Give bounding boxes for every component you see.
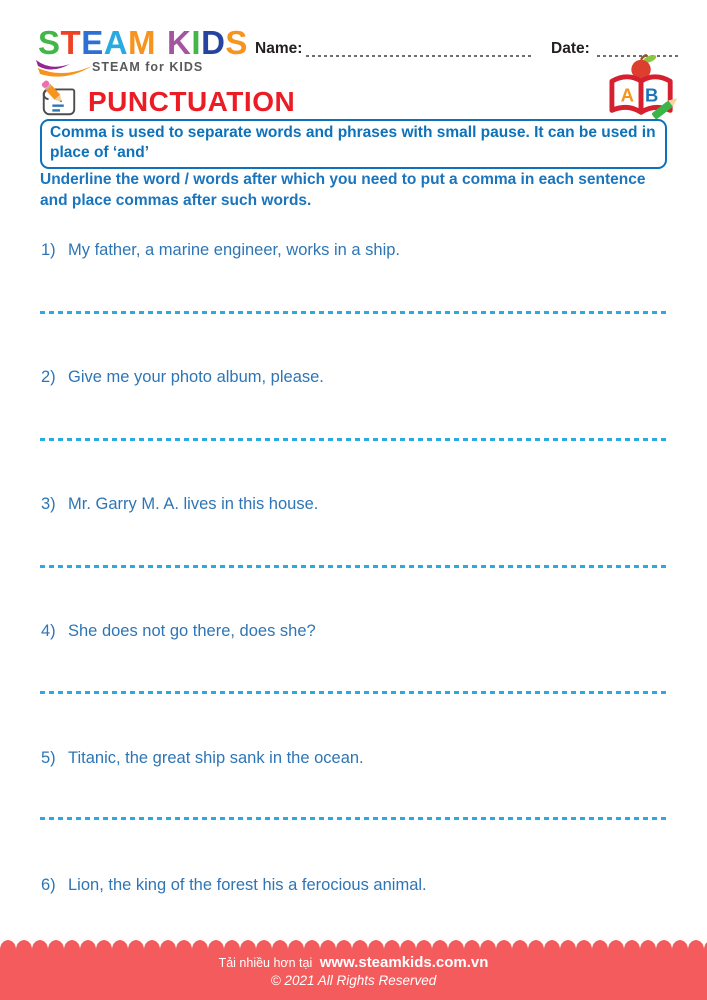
steam-kids-logo [38,26,248,74]
instructions: Underline the word / words after which you need to put a comma in each sentence and place commas after such words. [40,171,646,210]
dashed-answer-line[interactable] [40,438,667,441]
sentence-item [41,747,671,770]
sentence-item [41,366,671,389]
pencil-scroll-icon [38,79,80,124]
footer [0,949,707,1000]
logo-letter: D [201,24,226,61]
footer-prefix: Tải nhiều hơn tại [218,956,313,970]
sentence-item [41,239,671,262]
logo-letter: S [38,24,61,61]
sentence-text: Lion, the king of the forest his a ferocious animal. [68,876,427,894]
logo-letter: T [60,24,82,61]
logo-tagline: STEAM for KIDS [92,60,204,74]
svg-text:A: A [620,84,634,106]
page-title: PUNCTUATION [88,85,296,117]
rule-text: Comma is used to separate words and phrases with small pause. It can be used in place of ‘and’ [50,124,656,161]
footer-scallop-edge [0,940,707,949]
sentence-number: 5) [41,749,56,767]
sentence-text: My father, a marine engineer, works in a ship. [68,241,400,259]
sentence-text: Mr. Garry M. A. lives in this house. [68,495,319,513]
dashed-answer-line[interactable] [40,565,667,568]
sentence-text: Give me your photo album, please. [68,368,324,386]
sentence-text: Titanic, the great ship sank in the ocean. [68,749,364,767]
sentence-text: She does not go there, does she? [68,622,316,640]
name-label: Name: [255,40,303,57]
sentence-number: 2) [41,368,56,386]
dashed-answer-line[interactable] [40,817,667,820]
logo-letter: S [225,24,248,61]
name-fill-line[interactable] [306,55,532,57]
footer-copyright: © 2021 All Rights Reserved [270,973,437,988]
sentence-number: 4) [41,622,56,640]
rule-box [40,119,667,169]
abc-book-icon [604,54,682,127]
dashed-answer-line[interactable] [40,691,667,694]
sentence-number: 6) [41,876,56,894]
logo-letter: I [191,24,202,61]
logo-letter: A [103,24,129,61]
sentence-item [41,493,671,516]
sentence-item [41,874,671,897]
footer-download-line [0,954,707,971]
footer-url-link[interactable]: www.steamkids.com.vn [319,954,489,971]
logo-letter: M [128,24,157,61]
sentence-item [41,620,671,643]
dashed-answer-line[interactable] [40,311,667,314]
logo-wordmark [38,26,248,59]
date-label: Date: [551,40,590,57]
logo-letter: K [167,24,192,61]
svg-text:B: B [644,84,659,106]
sentence-number: 1) [41,241,56,259]
logo-letter: E [81,24,104,61]
title-row [38,79,295,124]
sentence-number: 3) [41,495,56,513]
